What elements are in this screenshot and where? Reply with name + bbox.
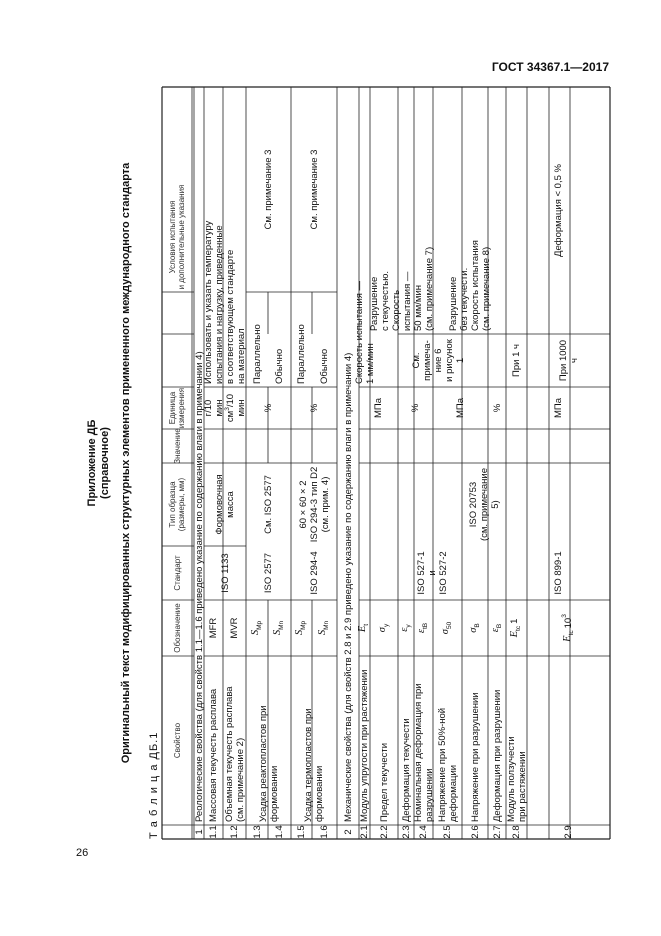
row-2-8-condition [506, 334, 527, 387]
row-2-6-property-line-1: Напряжение при разрушении [469, 692, 481, 822]
row-2-6-symbol-base: σ [467, 627, 479, 633]
header-num [162, 825, 192, 839]
row-2-5-num [433, 825, 462, 839]
header-property-line-1: Свойство [172, 722, 182, 759]
row-2-4-num-line-1: 2.4 [418, 825, 429, 839]
rows-1-3-1-4-note-line-1: См. примечание 3 [263, 149, 274, 230]
rows-2-1-2-7-standard [359, 546, 506, 600]
row-2-8-symbol-tail: 1 [509, 618, 521, 624]
row-2-3-num-line-1: 2.3 [400, 825, 412, 839]
row-2-8-condition-line-1: При 1 ч [511, 344, 522, 377]
row-2-7-symbol [488, 600, 506, 656]
row-2-3-symbol-base: ε [398, 627, 410, 632]
row-1-6-num [312, 825, 337, 839]
row-2-3-symbol-sub: y [404, 624, 412, 628]
row-1-2-num [223, 825, 246, 839]
properties-table [162, 87, 610, 839]
rows-2-2-2-4-test-speed-line-1: Разрушение [368, 276, 380, 331]
row-2-3-2-4-unit-line-1: % [410, 403, 421, 413]
header-standard-line-1: Стандарт [172, 555, 182, 591]
row-1-3-num [246, 825, 268, 839]
row-2-6-num-line-1: 2.6 [469, 825, 481, 839]
header-unit-line-1: Единица [168, 391, 177, 425]
section2-num-line-1: 2 [342, 829, 354, 835]
row-2-3-2-4-unit [398, 387, 433, 429]
row-2-4-property [414, 656, 433, 825]
rows-2-2-2-4-test-speed-line-6: (см. примечание 7) [423, 246, 435, 331]
rows-2-8-2-9-note-line-1: Деформация < 0,5 % [552, 164, 564, 257]
row-1-2-symbol [223, 600, 246, 656]
row-1-1-symbol-line-1: MFR [208, 617, 219, 639]
rows-1-1-1-2-specimen-line-2: масса [225, 491, 236, 518]
row-2-1-property [359, 656, 370, 825]
rows-2-8-2-9-standard-line-1: ISO 899-1 [552, 551, 564, 595]
rows-2-2-2-4-test-speed-line-3: Скорость [390, 289, 402, 331]
row-2-8-symbol-sub: tc [514, 625, 522, 631]
rows-1-3-1-4-note [246, 87, 291, 292]
appendix-heading: Оригинальный текст модифицированных структурных элементов примененного международного стандарта [120, 162, 132, 764]
row-1-3-symbol-base: S [249, 629, 261, 636]
rows-2-1-2-9-specimen-line-2: (см. примечание 5) [479, 467, 501, 542]
rows-2-2-2-7-condition-note-line-3: и рисунок 1 [443, 339, 466, 382]
rows-1-5-1-6-property-line-1: Усадка термопластов при [303, 708, 314, 822]
row-1-2-unit-text [222, 390, 247, 426]
rows-2-2-2-4-test-speed-line-5: 50 мм/мин [412, 285, 424, 331]
rows-1-5-1-6-standard [291, 546, 337, 600]
row-1-2-property-line-1: Объемная текучесть расплава [223, 686, 235, 822]
row-2-5-symbol-text [440, 622, 455, 634]
row-2-2-symbol-sub: y [382, 623, 390, 628]
row-2-6-symbol [462, 600, 488, 656]
row-1-6-symbol-sub: Mn [322, 620, 330, 630]
rows-1-5-1-6-unit [291, 387, 337, 429]
page-number: 26 [76, 847, 89, 859]
row-2-3-property-line-1: Деформация текучести [400, 718, 412, 822]
rows-1-3-1-4-property-line-2: формовании [268, 765, 280, 822]
row-2-4-num [414, 825, 433, 839]
rows-1-1-1-2-standard [204, 546, 246, 600]
row-1-3-symbol [246, 600, 268, 656]
row-1-2-unit-base: см [225, 410, 237, 423]
rows-2-8-2-9-unit-line-1: МПа [552, 397, 564, 419]
row-2-1-conditions-line-2: 1 мм/мин [364, 343, 376, 384]
row-1-4-num-line-1: 1.4 [274, 825, 285, 839]
row-1-1-property [204, 656, 223, 825]
row-2-2-symbol-text [377, 624, 392, 632]
row-1-1-unit [204, 387, 223, 429]
row-1-5-symbol-sub: Mp [299, 620, 307, 630]
row-1-6-symbol-base: S [317, 629, 329, 636]
row-2-6-symbol-text [468, 623, 483, 633]
rows-1-1-1-2-conditions [204, 87, 246, 387]
row-1-6-condition [312, 334, 337, 387]
rows-1-5-1-6-unit-line-1: % [308, 403, 320, 413]
appendix-title: Приложение ДБ [86, 419, 98, 507]
row-1-6-symbol-text [317, 621, 332, 635]
header-symbol-line-1: Обозначение [172, 603, 182, 653]
rows-1-1-1-2-conditions-line-1: Использовать и указать температуру [203, 220, 214, 384]
row-1-5-num [291, 825, 312, 839]
header-unit-line-2: измерения [177, 387, 186, 429]
header-specimen-line-1: Тип образца [168, 481, 177, 528]
header-standard [162, 546, 192, 600]
row-1-2-unit [223, 387, 246, 429]
header-specimen-line-2: (размеры, мм) [177, 477, 186, 532]
rows-1-1-1-2-conditions-line-3: в соответствующем стандарте [225, 249, 236, 384]
rows-2-1-2-7-standard-line-2: и [427, 570, 438, 576]
row-2-4-symbol-sub: tB [421, 622, 429, 630]
section2-num [337, 825, 359, 839]
row-2-5-symbol-base: σ [440, 629, 452, 635]
rows-2-2-2-7-condition-note-line-2: ние 6 [432, 348, 444, 373]
section1-title-line-1: Реологические свойства (для свойств 1.1—1.6 приведено указание по содержанию влаги в примечании 4) [193, 351, 205, 822]
row-2-5-property-line-2: деформации [447, 764, 459, 822]
row-2-5-2-6-unit-line-1: МПа [455, 397, 466, 419]
row-2-9-symbol-sup: 3 [561, 614, 569, 618]
row-2-2-num [370, 825, 398, 839]
row-2-5-symbol [433, 600, 462, 656]
row-2-9-condition-line-1: При 1000 ч [557, 339, 580, 382]
row-2-7-num [488, 825, 506, 839]
rows-2-8-2-9-standard [506, 546, 610, 600]
rows-2-1-2-7-standard-line-1: ISO 527-1 [416, 551, 427, 595]
row-2-4-property-line-2: разрушении [423, 768, 435, 822]
rows-1-5-1-6-specimen-line-2: ISO 294-3 тип D2 [308, 466, 320, 543]
row-2-8-property [506, 656, 527, 825]
row-2-9-symbol-text [559, 614, 577, 642]
row-1-4-symbol-text [272, 621, 287, 635]
row-1-3-condition [246, 324, 268, 387]
row-2-7-property-line-1: Деформация при разрушении [491, 689, 503, 822]
header-conditions-line-2: и дополнительные указания [177, 184, 186, 290]
row-1-1-num-line-1: 1.1 [208, 825, 219, 839]
row-1-5-num-line-1: 1.5 [296, 825, 307, 839]
header-value [162, 429, 192, 463]
row-2-9-num [527, 825, 610, 839]
row-2-9-symbol [527, 600, 610, 656]
row-2-8-property-line-1: Модуль ползучести [505, 736, 517, 822]
row-2-9-num-line-1: 2.9 [563, 825, 574, 839]
rows-2-2-2-4-test-speed-line-4: испытания — [401, 271, 413, 331]
appendix-subtitle: (справочное) [99, 427, 111, 499]
row-1-1-symbol [204, 600, 223, 656]
row-1-1-unit-line-1: г/10 мин [202, 399, 225, 417]
rows-2-2-2-7-condition-note-line-1: См. примеча- [410, 340, 433, 381]
rotated-landscape-table [86, 87, 610, 839]
header-conditions [162, 87, 192, 387]
rows-1-3-1-4-unit-line-1: % [263, 403, 274, 413]
row-1-2-unit-rest: /10 мин [225, 393, 248, 417]
row-1-5-condition-line-1: Параллельно [296, 324, 307, 384]
row-2-2-property-line-1: Предел текучести [378, 742, 390, 822]
rows-1-5-1-6-property [291, 656, 337, 825]
rows-2-5-2-7-test-speed-line-4: (см. примечание 8) [480, 246, 492, 331]
row-1-4-symbol [268, 600, 291, 656]
row-1-6-condition-line-1: Обычно [319, 348, 330, 384]
row-2-1-conditions-line-1: Скорость испытания — [353, 280, 365, 384]
rows-1-1-1-2-standard-line-1: ISO 1133 [219, 553, 231, 593]
rows-1-5-1-6-specimen-line-3: (см. прим. 4) [319, 476, 331, 533]
row-1-2-symbol-line-1: MVR [229, 617, 240, 639]
row-2-1-2-2-unit-line-1: МПа [373, 397, 384, 419]
row-2-9-symbol-tail: 10 [562, 617, 574, 629]
row-2-7-property [488, 656, 506, 825]
row-1-4-condition [268, 334, 291, 387]
row-2-3-num [398, 825, 414, 839]
row-1-3-condition-line-1: Параллельно [251, 324, 263, 384]
rows-1-3-1-4-standard-line-1: ISO 2577 [263, 552, 274, 594]
rows-1-5-1-6-specimen [291, 463, 337, 546]
rows-2-8-2-9-note [506, 87, 610, 334]
row-1-2-property-line-2: (см. примечание 2) [234, 737, 246, 822]
row-1-3-symbol-text [250, 621, 265, 635]
row-2-3-symbol-text [399, 624, 414, 631]
rows-1-5-1-6-standard-line-1: ISO 294-4 [308, 551, 320, 595]
row-2-7-symbol-base: ε [489, 628, 501, 633]
row-2-6-property [462, 656, 488, 825]
table-caption: Т а б л и ц а ДБ.1 [148, 731, 160, 839]
row-1-5-symbol-text [294, 621, 309, 635]
row-2-7-unit [488, 387, 506, 429]
row-2-8-symbol-base: E [509, 630, 521, 638]
row-2-5-property [433, 656, 462, 825]
rows-2-5-2-7-test-speed [433, 87, 506, 334]
rows-2-2-2-4-test-speed [370, 87, 433, 334]
rows-1-5-1-6-property-line-2: формовании [314, 765, 325, 822]
row-1-6-symbol [312, 600, 337, 656]
row-1-2-property [223, 656, 246, 825]
rows-1-1-1-2-specimen-line-1: Формовочная [214, 474, 225, 535]
rows-1-5-1-6-specimen-line-1: 60 × 60 × 2 [297, 480, 309, 529]
row-1-6-num-line-1: 1.6 [319, 825, 330, 839]
section1-num-line-1: 1 [193, 829, 205, 835]
row-2-7-symbol-text [490, 624, 505, 632]
rows-1-1-1-2-specimen [204, 463, 246, 546]
rows-2-1-2-9-specimen [359, 463, 610, 546]
rows-1-3-1-4-standard [246, 546, 291, 600]
rows-2-2-2-4-test-speed-line-2: с текучестью. [379, 271, 391, 331]
rows-1-5-1-6-note [291, 87, 337, 292]
rows-2-5-2-7-test-speed-line-2: без текучести. [458, 267, 470, 331]
header-symbol [162, 600, 192, 656]
row-2-7-symbol-sub: B [495, 623, 503, 629]
section2-title-line-1: Механические свойства (для свойств 2.8 и 2.9 приведено указание по содержанию влаги в примечании 4) [342, 352, 354, 822]
row-1-5-condition [291, 324, 312, 387]
row-1-4-condition-line-1: Обычно [274, 348, 285, 384]
row-2-1-2-2-unit [359, 387, 398, 429]
row-1-4-symbol-sub: Mn [277, 620, 285, 630]
rows-2-1-2-7-standard-line-3: ISO 527-2 [438, 551, 449, 595]
row-1-4-num [268, 825, 291, 839]
row-2-8-property-line-2: при растяжении [516, 751, 528, 822]
row-2-3-symbol [398, 600, 414, 656]
row-2-7-unit-line-1: % [491, 403, 503, 413]
row-2-7-num-line-1: 2.7 [491, 825, 503, 839]
row-2-6-num [462, 825, 488, 839]
row-2-4-property-line-1: Номинальная деформация при [412, 683, 424, 822]
row-2-1-property-line-1: Модуль упругости при растяжении [359, 669, 370, 822]
row-2-1-num-line-1: 2.1 [359, 825, 370, 839]
header-unit [162, 387, 192, 429]
header-property [162, 656, 192, 825]
header-specimen [162, 463, 192, 546]
rows-1-3-1-4-property-line-1: Усадка реактопластов при [257, 705, 269, 822]
row-1-1-num [204, 825, 223, 839]
rows-2-8-2-9-unit [506, 387, 610, 429]
document-code: ГОСТ 34367.1—2017 [491, 60, 609, 74]
row-2-2-symbol [370, 600, 398, 656]
row-2-1-symbol [359, 600, 370, 656]
rotated-page-content [86, 87, 610, 839]
row-1-2-num-line-1: 1.2 [229, 825, 240, 839]
row-2-8-symbol [506, 600, 527, 656]
row-2-2-symbol-base: σ [376, 627, 388, 633]
row-2-9-condition [527, 334, 610, 387]
row-2-8-num-line-1: 2.8 [511, 825, 522, 839]
row-2-4-symbol [414, 600, 433, 656]
rows-2-1-2-9-specimen-line-1: ISO 20753 [468, 481, 479, 528]
row-2-8-num [506, 825, 527, 839]
row-2-4-symbol-text [416, 623, 431, 633]
row-2-5-num-line-1: 2.5 [442, 825, 453, 839]
rows-1-3-1-4-specimen-line-1: См. ISO 2577 [263, 475, 274, 534]
rows-1-1-1-2-conditions-line-2: испытания и нагрузку, приведенные [214, 225, 225, 384]
row-1-5-symbol-base: S [294, 629, 306, 636]
rows-2-5-2-7-test-speed-line-1: Разрушение [447, 276, 459, 331]
row-2-4-symbol-base: ε [416, 629, 428, 634]
rows-1-3-1-4-unit [246, 387, 291, 429]
row-1-5-symbol [291, 600, 312, 656]
row-1-4-symbol-base: S [272, 629, 284, 636]
row-1-3-symbol-sub: Mp [255, 620, 263, 630]
row-2-9-symbol-sub: tc [568, 630, 576, 636]
row-2-1-num [359, 825, 370, 839]
rows-1-5-1-6-note-line-1: См. примечание 3 [308, 149, 320, 230]
rows-1-1-1-2-conditions-line-4: на материал [236, 328, 247, 384]
row-2-2-num-line-1: 2.2 [378, 825, 390, 839]
row-2-2-property [370, 656, 398, 825]
header-conditions-line-1: Условия испытания [168, 200, 177, 274]
row-2-5-symbol-sub: 50 [445, 621, 453, 630]
row-1-1-property-line-1: Массовая текучесть расплава [208, 688, 219, 822]
rows-2-2-2-7-condition-note [370, 334, 506, 387]
row-2-1-symbol-base: E [357, 625, 369, 633]
rows-2-5-2-7-test-speed-line-3: Скорость испытания [469, 240, 481, 331]
row-2-8-symbol-text [509, 619, 524, 638]
row-2-9-symbol-base: E [562, 635, 574, 642]
row-2-6-symbol-sub: B [473, 623, 481, 628]
row-2-1-symbol-sub: t [362, 623, 370, 626]
row-1-3-num-line-1: 1.3 [251, 825, 263, 839]
row-2-5-2-6-unit [433, 387, 488, 429]
rows-1-3-1-4-property [246, 656, 291, 825]
rows-1-3-1-4-specimen [246, 463, 291, 546]
header-value-line-1: Значение [172, 428, 182, 464]
section1-num [194, 825, 204, 839]
row-2-5-property-line-1: Напряжение при 50%-ной [436, 707, 448, 822]
row-1-2-unit-exp: 3 [223, 407, 231, 411]
